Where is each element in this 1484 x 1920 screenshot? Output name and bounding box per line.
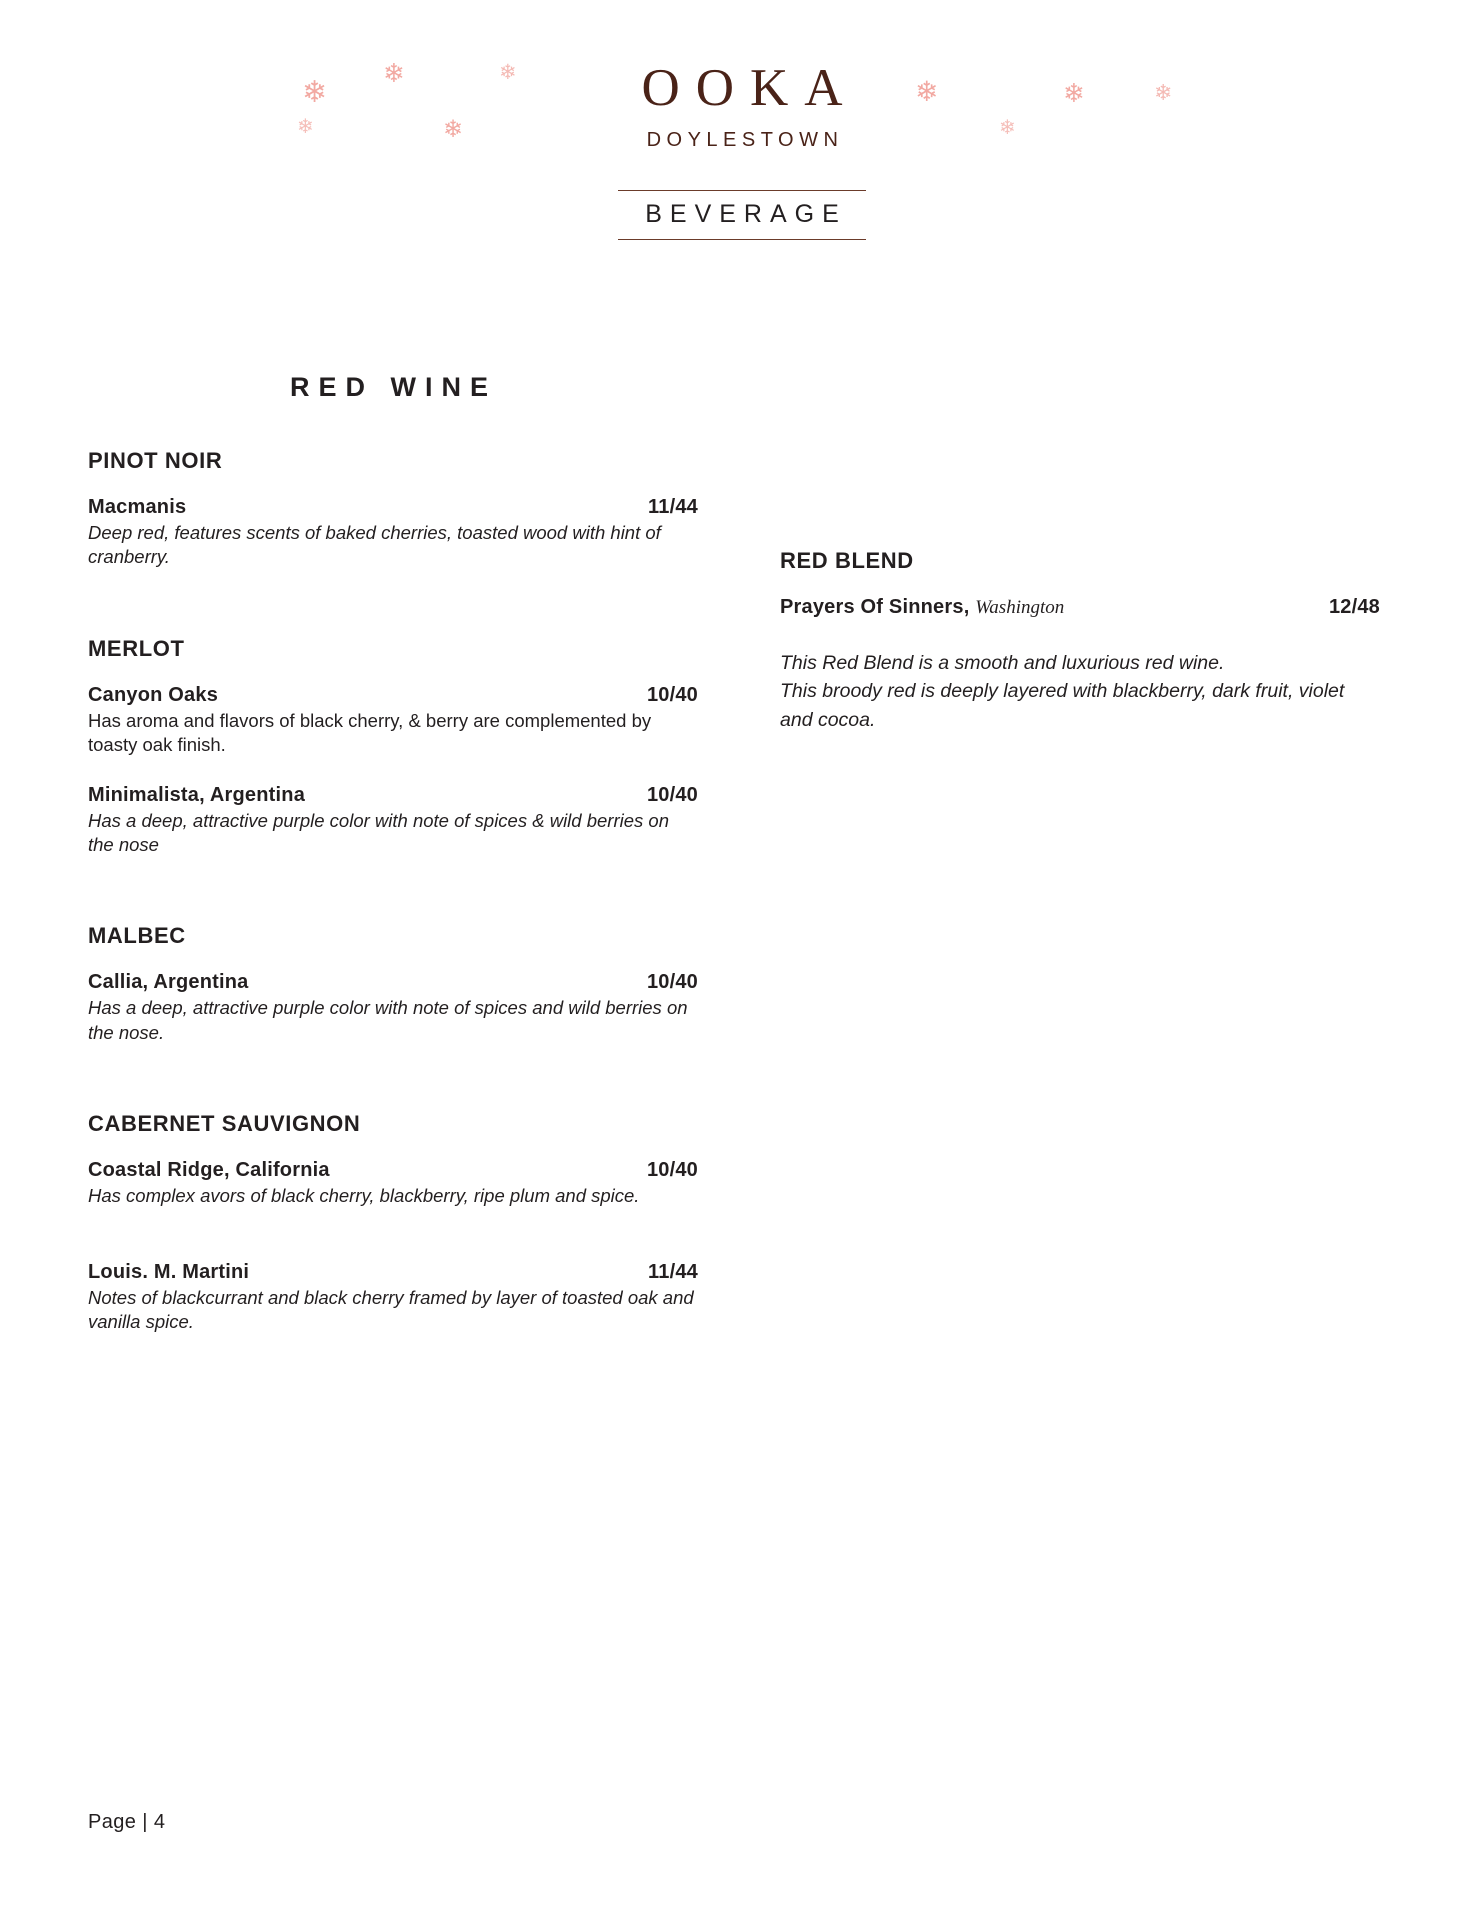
wine-entry [780,596,1380,619]
wine-entry [88,496,698,570]
varietal-heading: CABERNET SAUVIGNON [88,1111,361,1137]
varietal-heading: RED BLEND [780,548,914,573]
red-blend-description [780,649,1380,734]
menu-header [0,0,1484,290]
wine-entry [88,684,698,758]
varietal-group-pinot-noir [88,448,698,570]
wine-name [780,596,1064,619]
wine-title-row [88,496,698,519]
cherry-blossom-icon: ❄ [443,116,464,143]
cherry-blossom-icon: ❄ [499,61,517,84]
wine-entry [88,1159,698,1208]
varietal-group-malbec [88,923,698,1045]
wine-description: Has aroma and flavors of black cherry, & berry are complemented by toasty oak finish. [88,709,652,756]
wine-title-row [88,1261,698,1284]
wine-price: 11/44 [648,496,698,518]
wine-name: Louis. M. Martini [88,1260,250,1283]
cherry-blossom-icon: ❄ [302,76,328,109]
wine-price: 10/40 [646,971,698,994]
cherry-blossom-icon: ❄ [999,117,1016,139]
wine-description: Has a deep, attractive purple color with note of spices and wild berries on the nose. [88,997,688,1043]
wine-name: Minimalista, Argentina [88,783,306,806]
menu-type-banner [618,190,866,240]
wine-price: 11/44 [648,1260,698,1283]
wine-name: Callia, Argentina [88,971,249,994]
wine-description: Has a deep, attractive purple color with note of spices & wild berries on the nose [88,809,669,856]
varietal-heading: MALBEC [88,923,186,949]
wine-entry [88,784,698,858]
wine-entry [88,1261,698,1335]
right-column [780,548,1380,734]
page-title: RED WINE [290,372,497,402]
cherry-blossom-icon: ❄ [1154,80,1173,105]
cherry-blossom-icon: ❄ [297,116,314,138]
wine-entry [88,971,698,1045]
brand-location: DOYLESTOWN [646,129,844,151]
wine-price: 10/40 [646,1159,698,1182]
varietal-heading: PINOT NOIR [88,448,223,473]
wine-title-row [88,971,698,994]
wine-description: Deep red, features scents of baked cherries, toasted wood with hint of cranberry. [88,522,661,568]
wine-title-row [88,684,698,707]
wine-name: Macmanis [88,496,187,518]
red-blend-description-line-2: This broody red is deeply layered with blackberry, dark fruit, violet and cocoa. [780,680,1345,731]
wine-title-row [88,1159,698,1182]
wine-description: Notes of blackcurrant and black cherry framed by layer of toasted oak and vanilla spice. [88,1286,694,1333]
varietal-group-merlot [88,636,698,858]
wine-region: Washington [975,597,1065,618]
menu-type-label: BEVERAGE [645,200,847,228]
red-blend-description-line-1: This Red Blend is a smooth and luxurious red wine. [780,652,1225,674]
wine-description: Has complex avors of black cherry, blackberry, ripe plum and spice. [88,1185,640,1207]
brand-name: OOKA [641,59,859,117]
cherry-blossom-icon: ❄ [1063,78,1085,108]
page-number: Page | 4 [88,1811,166,1833]
wine-name: Canyon Oaks [88,683,219,706]
cherry-blossom-icon: ❄ [915,76,939,107]
wine-name-text: Prayers Of Sinners, [780,596,970,618]
cherry-blossom-icon: ❄ [383,58,405,88]
wine-price: 10/40 [646,783,698,806]
varietal-group-cabernet-sauvignon [88,1111,698,1334]
brand-block [0,58,1484,152]
wine-price: 10/40 [646,683,698,706]
wine-title-row [780,596,1380,619]
left-column [88,448,698,1360]
wine-price: 12/48 [1328,596,1380,618]
wine-name: Coastal Ridge, California [88,1159,330,1182]
wine-title-row [88,784,698,807]
varietal-heading: MERLOT [88,635,185,661]
